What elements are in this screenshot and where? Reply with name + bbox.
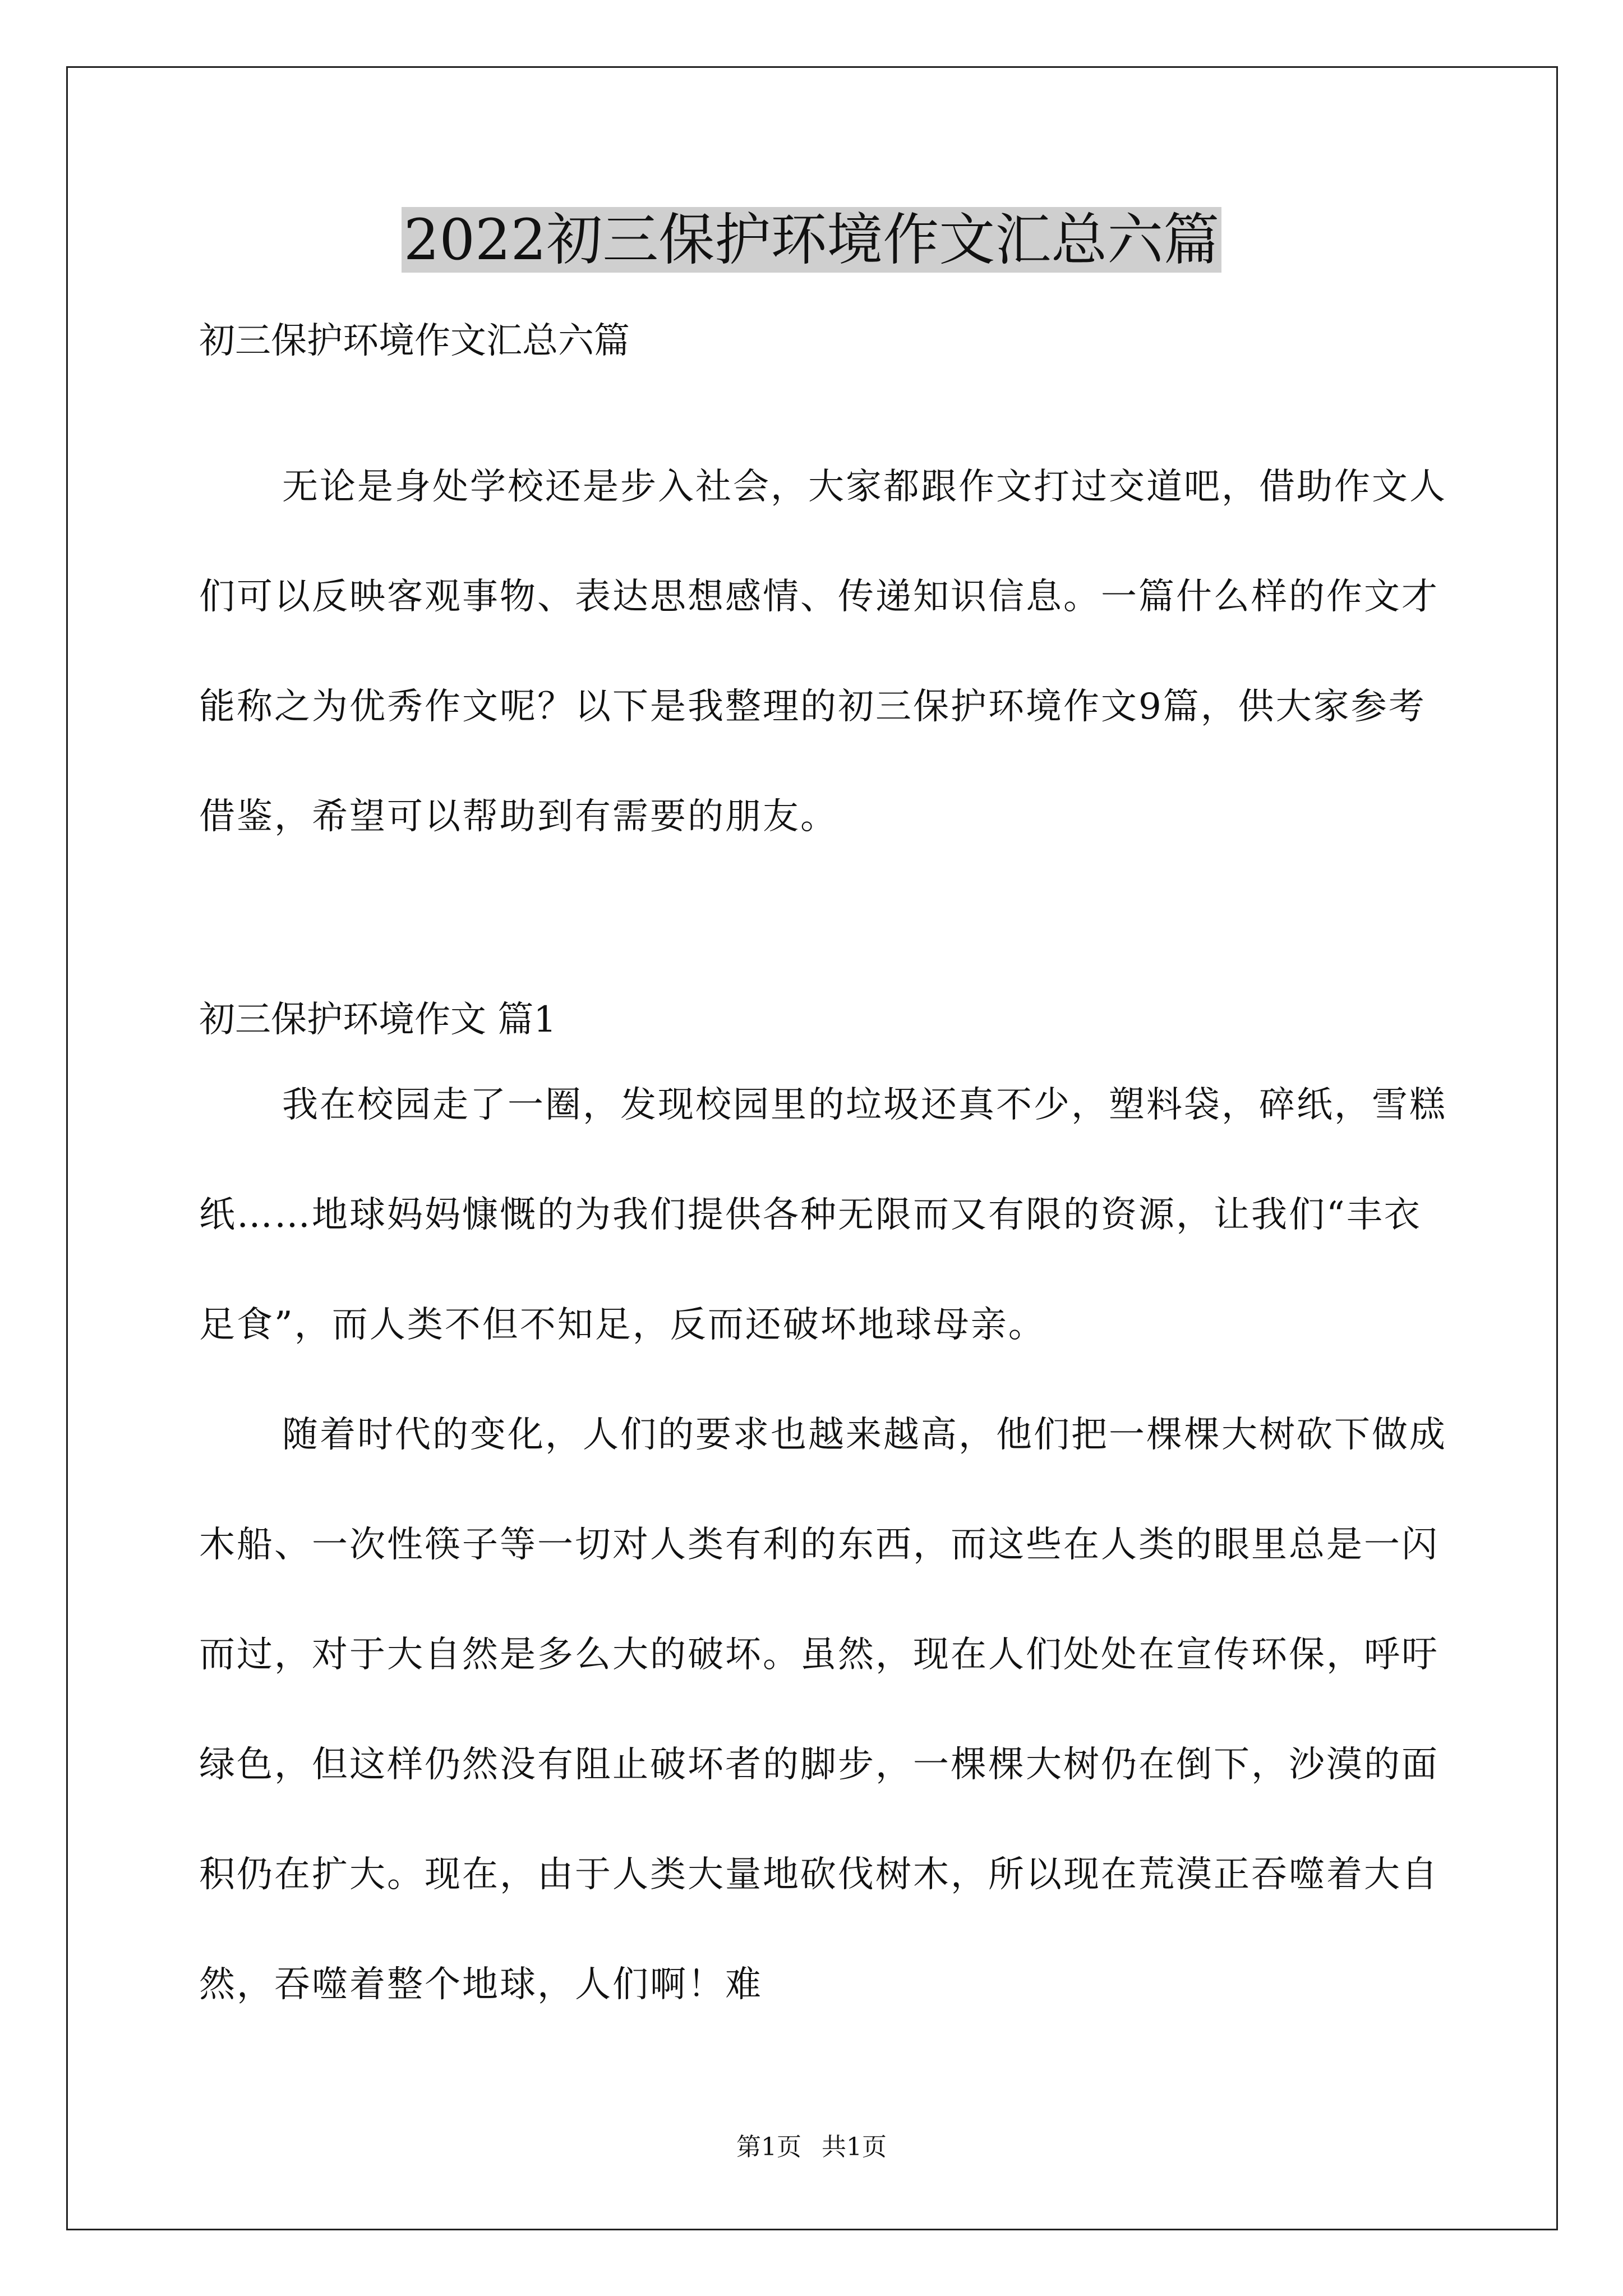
body-paragraph-2: 随着时代的变化，人们的要求也越来越高，他们把一棵棵大树砍下做成木船、一次性筷子等一切对人类有利的东西，而这些在人类的眼里总是一闪而过，对于大自然是多么大的破坏。虽然，现在人们处处在宣传环保，呼吁绿色，但这样仍然没有阻止破坏者的脚步，一棵棵大树仍在倒下，沙漠的面积仍在扩大。现在，由于人类大量地砍伐树木，所以现在荒漠正吞噬着大自然，吞噬着整个地球，人们啊！难 xyxy=(199,1414,1447,2005)
document-subtitle: 初三保护环境作文汇总六篇 xyxy=(199,320,630,362)
body-paragraph-1: 我在校园走了一圈，发现校园里的垃圾还真不少，塑料袋，碎纸，雪糕纸……地球妈妈慷慨的为我们提供各种无限而又有限的资源，让我们“丰衣足食”，而人类不但不知足，反而还破坏地球母亲。 xyxy=(199,1084,1447,1346)
page-number: 第1页 xyxy=(736,2133,801,2161)
section-heading: 初三保护环境作文 篇1 xyxy=(199,999,557,1041)
page-total: 共1页 xyxy=(822,2133,887,2161)
document-title-text: 2022初三保护环境作文汇总六篇 xyxy=(402,207,1222,273)
page-footer xyxy=(0,2131,1623,2164)
document-title xyxy=(0,201,1623,279)
intro-paragraph: 无论是身处学校还是步入社会，大家都跟作文打过交道吧，借助作文人们可以反映客观事物、表达思想感情、传递知识信息。一篇什么样的作文才能称之为优秀作文呢？以下是我整理的初三保护环境作文9篇，供大家参考借鉴，希望可以帮助到有需要的朋友。 xyxy=(199,466,1447,838)
